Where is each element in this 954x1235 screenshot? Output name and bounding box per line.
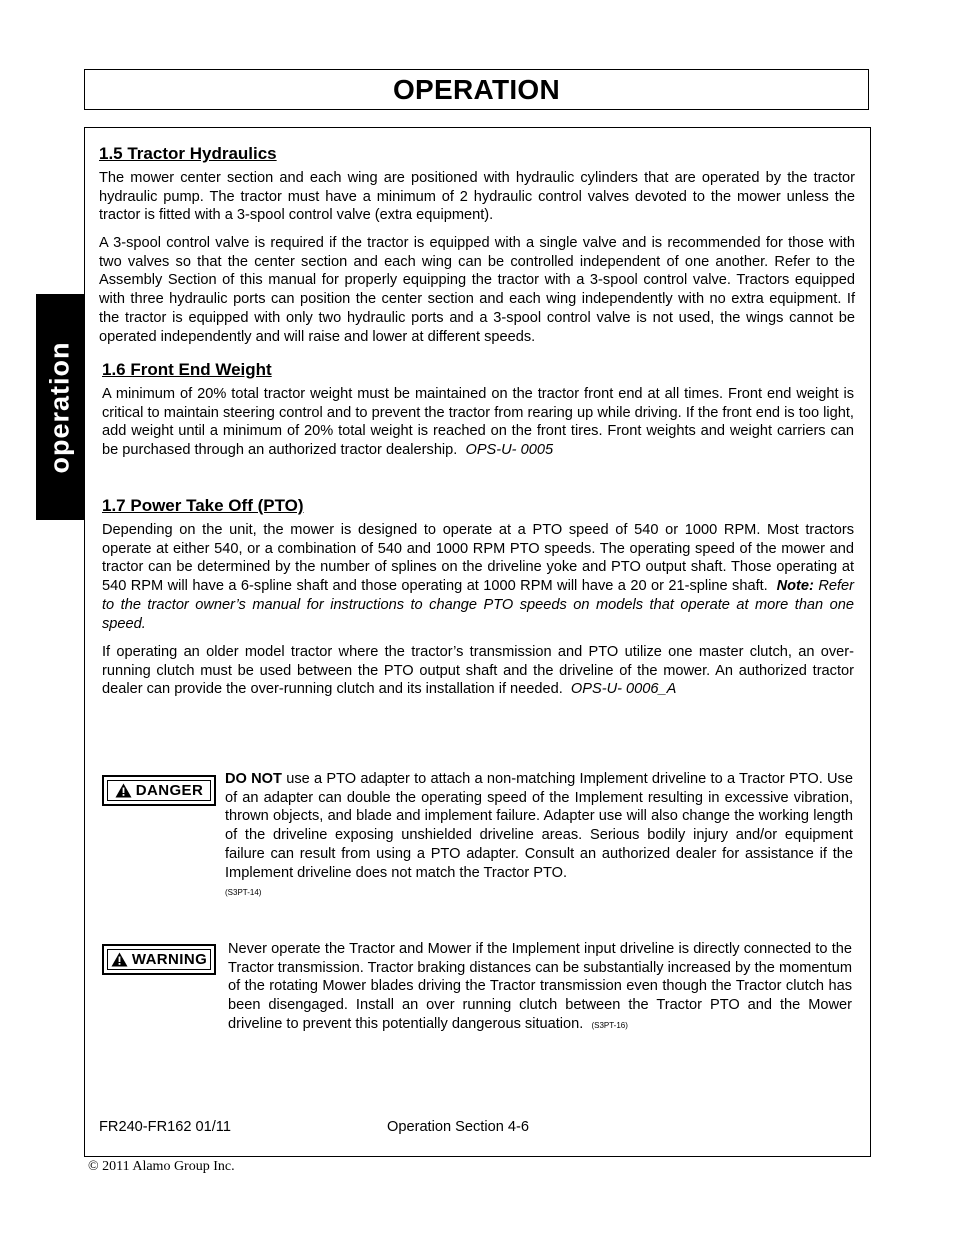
warning-text	[228, 940, 852, 1036]
danger-text	[225, 770, 853, 903]
note-text: Refer to the tractor owner’s manual for instructions to change PTO speeds on models that operate at more than one speed.	[102, 578, 855, 632]
danger-lead: DO NOT	[225, 771, 282, 787]
danger-badge-label: DANGER	[135, 782, 204, 799]
page-header	[84, 69, 869, 110]
section-1-5-paragraph-1: The mower center section and each wing are positioned with hydraulic cylinders that are operated by the tractor hydraulic pump. The tractor must have a minimum of 2 hydraulic control valves devoted to the mower unless the tractor is fitted with a 3-spool control valve (extra equipment).	[99, 170, 855, 224]
danger-body: use a PTO adapter to attach a non-matching Implement driveline to a Tractor PTO. Use of an adapter can double the operating speed of the Implement resulting in excessive vibration, thrown objects, and blade and implement failure. Adapter use will also change the working length of the driveline exposing unshielded driveline areas. Serious bodily injury and/or equipment failure can result from using a PTO adapter. Consult an authorized dealer for assistance if the Implement driveline does not match the Tractor PTO.	[225, 771, 853, 881]
section-1-7-paragraph-2	[102, 643, 854, 699]
section-1-5-title: 1.5 Tractor Hydraulics	[99, 144, 277, 163]
danger-code: (S3PT-14)	[225, 888, 262, 898]
warning-badge	[102, 944, 216, 975]
copyright: © 2011 Alamo Group Inc.	[88, 1159, 235, 1174]
section-1-6-text: A minimum of 20% total tractor weight must be maintained on the tractor front end at all times. Front end weight is critical to maintain steering control and to prevent the tractor from rearing up while driving. If the front end is too light, add weight until a minimum of 20% total weight is reached on the front tires. Front weights and weight carriers can be purchased through an authorized tractor dealership.	[102, 386, 854, 459]
section-1-6-code: OPS-U- 0005	[465, 442, 554, 459]
page-title: OPERATION	[392, 73, 561, 105]
warning-triangle-icon	[115, 783, 132, 798]
section-1-7-text-2: If operating an older model tractor where the tractor’s transmission and PTO utilize one master clutch, an over-running clutch must be used between the PTO output shaft and the driveline of the mower. An authorized tractor dealer can provide the over-running clutch and its installation if needed.	[102, 644, 854, 698]
section-1-7-paragraph-1	[102, 521, 854, 633]
warning-code: (S3PT-16)	[591, 1020, 628, 1030]
danger-badge	[102, 775, 216, 806]
section-1-7-title: 1.7 Power Take Off (PTO)	[102, 496, 304, 515]
note-label: Note:	[776, 578, 814, 595]
section-1-5-paragraph-2: A 3-spool control valve is required if the tractor is equipped with a single valve and is recommended for those with two valves so that the center section and each wing can be controlled independent of one another. Refer to the Assembly Section of this manual for properly equipping the tractor with a 3-spool control valve. Tractors equipped with three hydraulic ports can position the center section and each wing independently with no extra equipment. If the tractor is equipped with only two hydraulic ports and a 3-spool control valve is not used, the wings cannot be operated independently and will raise and lower at different speeds.	[99, 235, 855, 345]
side-tab	[36, 294, 84, 520]
section-1-6-paragraph-1	[102, 385, 854, 460]
section-1-6-title: 1.6 Front End Weight	[102, 360, 272, 379]
side-tab-label: operation	[44, 340, 75, 474]
warning-body: Never operate the Tractor and Mower if the Implement input driveline is directly connected to the Tractor transmission. Tractor braking distances can be substantially increased by the momentum of the rotating Mower blades driving the Tractor transmission even though the Tractor clutch has been disengaged. Install an over running clutch between the Tractor PTO and the Mower driveline to prevent this potentially dangerous situation.	[228, 941, 852, 1032]
footer-model: FR240-FR162 01/11	[99, 1119, 231, 1135]
section-1-7-text: Depending on the unit, the mower is designed to operate at a PTO speed of 540 or 1000 RPM. Most tractors operate at either 540, or a combination of 540 and 1000 RPM PTO speeds. The operating speed of the mower and tractor can be determined by the number of splines on the driveline yoke and PTO output shaft. Those operating at 540 RPM will have a 6-spline shaft and those operating at 1000 RPM will have a 20 or 21-spline shaft.	[102, 522, 854, 595]
warning-badge-label: WARNING	[131, 951, 208, 968]
warning-triangle-icon	[111, 952, 128, 967]
footer-section: Operation Section 4-6	[387, 1119, 529, 1135]
section-1-7-code: OPS-U- 0006_A	[570, 681, 677, 698]
